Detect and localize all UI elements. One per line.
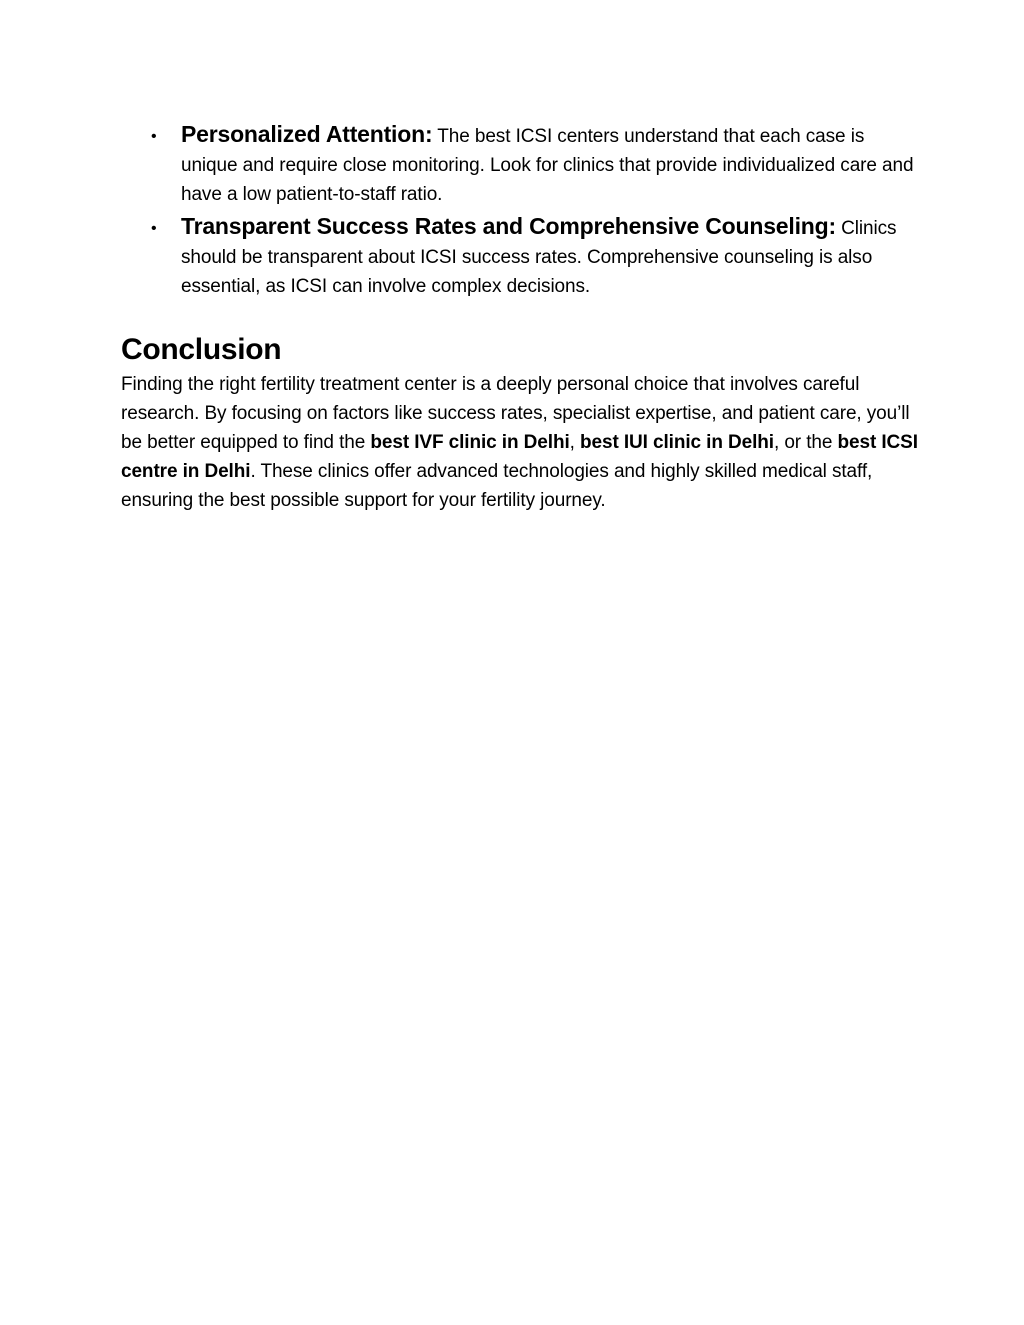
paragraph-text: , — [569, 432, 580, 453]
conclusion-heading: Conclusion — [121, 333, 282, 366]
bullet-dot-icon: • — [151, 220, 157, 237]
conclusion-section — [121, 330, 921, 515]
list-item-transparent-success-rates — [121, 212, 921, 301]
conclusion-paragraph — [121, 370, 921, 515]
list-item-personalized-attention — [121, 120, 921, 209]
bullet-text: Clinics should be transparent about ICSI success rates. Comprehensive counseling is also essential, as ICSI can involve complex decisions. — [181, 218, 897, 297]
paragraph-text: Finding the right fertility treatment center is a deeply personal choice that involves careful research. By focusing on factors like success rates, specialist expertise, and patient care, you’ll be better equipped to find the — [121, 374, 910, 453]
bullet-dot-icon: • — [151, 128, 157, 145]
bullet-text: The best ICSI centers understand that each case is unique and require close monitoring. Look for clinics that provide individualized care and have a low patient-to-staff ratio. — [181, 126, 914, 205]
keyword-best-icsi-centre: best ICSI centre in Delhi — [121, 432, 918, 482]
paragraph-text: . These clinics offer advanced technologies and highly skilled medical staff, ensuring the best possible support for your fertility journey. — [121, 461, 873, 511]
keyword-best-iui-clinic: best IUI clinic in Delhi — [580, 432, 774, 453]
bullet-separator: : — [828, 213, 836, 239]
bullet-title: Transparent Success Rates and Comprehensive Counseling — [181, 213, 829, 239]
paragraph-text: , or the — [773, 432, 838, 453]
bullet-title: Personalized Attention — [181, 121, 425, 147]
bullet-separator: : — [424, 121, 433, 147]
keyword-best-ivf-clinic: best IVF clinic in Delhi — [370, 432, 570, 453]
bullet-list — [121, 120, 921, 301]
